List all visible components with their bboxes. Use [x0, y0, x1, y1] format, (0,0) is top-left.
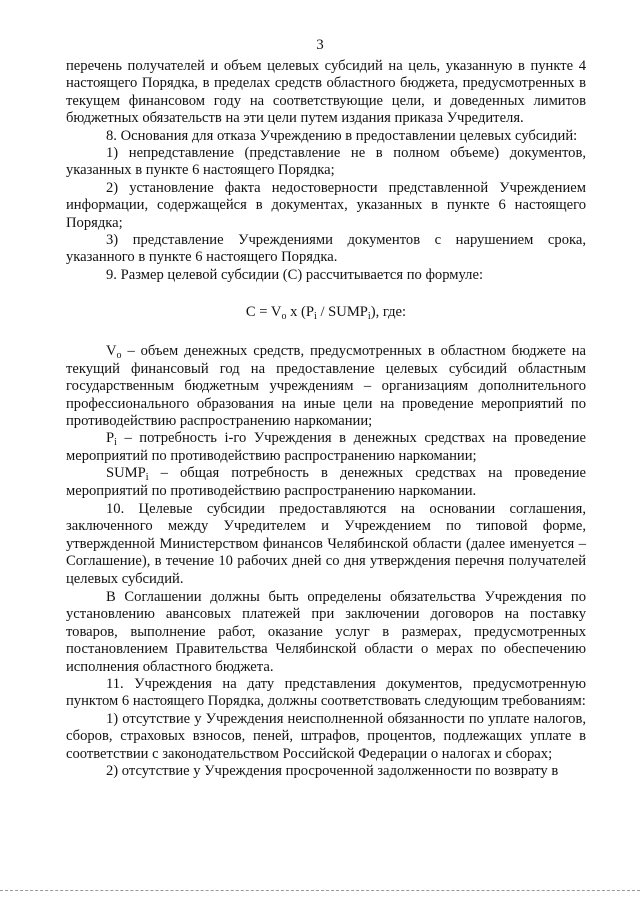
- formula-sump-subscript: i: [367, 311, 371, 323]
- subsidy-formula: [66, 303, 586, 321]
- paragraph-requirement-2: 2) отсутствие у Учреждения просроченной задолженности по возврату в: [106, 763, 559, 780]
- paragraph-sump-definition: [66, 465, 586, 500]
- page-number: 3: [316, 37, 324, 53]
- v0-subscript: o: [116, 350, 122, 362]
- formula-lhs: C = V: [245, 304, 282, 321]
- sump-symbol: SUMP: [106, 465, 146, 482]
- pi-symbol: P: [106, 430, 115, 447]
- paragraph-recipients-list: перечень получателей и объем целевых субсидий на цель, указанную в пункте 4 настоящего Порядка, в пределах средств областного бюджета, предусмотренных в текущем финансовом году на соответствующие цели, и доведенных лимитов бюджетных обязательств на эти цели путем издания приказа Учредителя.: [66, 58, 586, 127]
- paragraph-v0-definition: [66, 343, 586, 430]
- document-body: [66, 58, 586, 780]
- formula-tail: ), где:: [370, 304, 407, 321]
- formula-mid-1: x (P: [286, 304, 315, 321]
- paragraph-pi-definition: [66, 430, 586, 465]
- formula-mid-2: / SUMP: [316, 304, 368, 321]
- formula-v-subscript: o: [281, 311, 287, 323]
- paragraph-requirements: 11. Учреждения на дату представления документов, предусмотренную пунктом 6 настоящего Порядка, должны соответствовать следующим требованиям:: [66, 676, 586, 710]
- paragraph-agreement-obligations: В Соглашении должны быть определены обязательства Учреждения по установлению авансовых платежей при заключении договоров на поставку товаров, выполнение работ, оказание услуг в размерах, предусмотренных постановлением Правительства Челябинской области о мерах по обеспечению исполнения областного бюджета.: [66, 588, 586, 675]
- formula-p-subscript: i: [314, 311, 317, 323]
- paragraph-agreement: 10. Целевые субсидии предоставляются на основании соглашения, заключенного между Учредителем и Учреждением по типовой форме, утвержденной Министерством финансов Челябинской области (далее именуется – Соглашение), в течение 10 рабочих дней со дня утверждения перечня получателей целевых субсидий.: [66, 500, 586, 587]
- v0-symbol: V: [106, 343, 117, 360]
- paragraph-refusal-item-1: 1) непредставление (представление не в полном объеме) документов, указанных в пункте 6 настоящего Порядка;: [66, 145, 586, 179]
- paragraph-refusal-item-2: 2) установление факта недостоверности представленной Учреждением информации, содержащейся в документах, указанных в пункте 6 настоящего Порядка;: [66, 179, 586, 231]
- paragraph-subsidy-size: 9. Размер целевой субсидии (С) рассчитывается по формуле:: [106, 266, 483, 283]
- pi-text: – потребность i-го Учреждения в денежных средствах на проведение мероприятий по противодействию распространению наркомании;: [66, 430, 586, 464]
- sump-text: – общая потребность в денежных средствах на проведение мероприятий по противодействию распространению наркомании.: [66, 465, 586, 499]
- paragraph-requirement-1: 1) отсутствие у Учреждения неисполненной обязанности по уплате налогов, сборов, страховых взносов, пеней, штрафов, процентов, подлежащих уплате в соответствии с законодательством Российской Федерации о налогах и сборах;: [66, 710, 586, 762]
- pi-subscript: i: [114, 437, 117, 449]
- sump-subscript: i: [145, 472, 149, 484]
- paragraph-refusal-item-3: 3) представление Учреждениями документов с нарушением срока, указанного в пункте 6 настоящего Порядка.: [66, 232, 586, 266]
- v0-text: – объем денежных средств, предусмотренных в областном бюджете на текущий финансовый год на предоставление целевых субсидий областным государственным бюджетным учреждениям – организациям дополнительного профессионального образования на иные цели на проведение мероприятий по противодействию распространению наркомании;: [66, 343, 586, 429]
- page-bottom-edge: [0, 890, 640, 891]
- paragraph-refusal-grounds: 8. Основания для отказа Учреждению в предоставлении целевых субсидий:: [106, 127, 578, 144]
